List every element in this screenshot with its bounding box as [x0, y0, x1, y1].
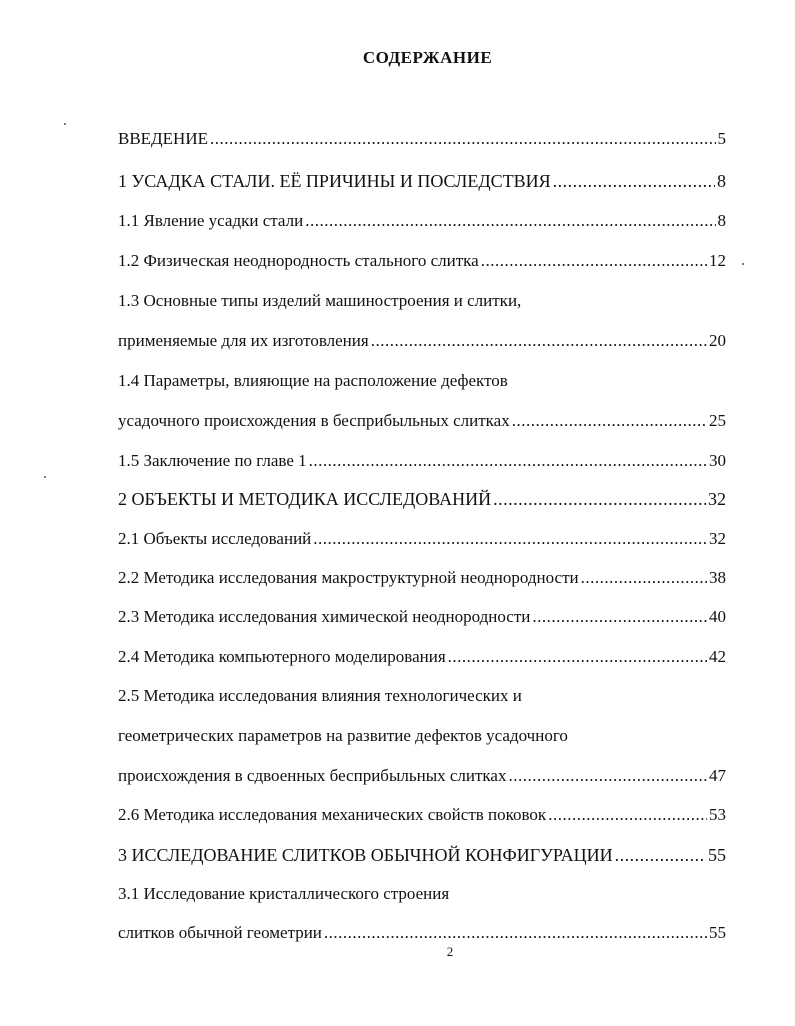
toc-entry	[118, 606, 726, 628]
toc-entry-page: 53	[709, 805, 726, 824]
toc-leader-dots	[313, 528, 707, 550]
toc-entry-page: 5	[717, 129, 726, 148]
page-number: 2	[446, 944, 454, 959]
toc-entry-label: 1.1 Явление усадки стали	[118, 211, 304, 230]
toc-entry-page: 8	[717, 211, 726, 230]
toc-entry	[118, 922, 726, 944]
toc-entry	[118, 290, 726, 312]
toc-entry	[118, 450, 726, 472]
toc-leader-dots	[532, 606, 707, 628]
toc-entry	[118, 804, 726, 826]
toc-entry-page: 32	[708, 489, 726, 509]
toc-entry-page: 40	[709, 607, 726, 626]
toc-entry-label: 1.2 Физическая неоднородность стального слитка	[118, 251, 479, 270]
toc-entry	[118, 488, 726, 510]
toc-entry	[118, 370, 726, 392]
toc-leader-dots	[553, 170, 715, 192]
toc-entry	[118, 210, 726, 232]
scan-speck	[64, 123, 66, 125]
toc-entry-page: 38	[709, 568, 726, 587]
toc-entry-label: 3.1 Исследование кристаллического строения	[118, 884, 450, 903]
toc-entry-label: геометрических параметров на развитие дефектов усадочного	[118, 726, 568, 745]
toc-entry-label: слитков обычной геометрии	[118, 923, 322, 942]
toc-entry-label: ВВЕДЕНИЕ	[118, 129, 208, 148]
toc-entry-page: 20	[709, 331, 726, 350]
toc-entry	[118, 410, 726, 432]
toc-entry-page: 30	[709, 451, 726, 470]
toc-entry	[118, 170, 726, 192]
toc-entry-label: 2.2 Методика исследования макроструктурной неоднородности	[118, 568, 579, 587]
toc-leader-dots	[305, 210, 715, 232]
toc-entry	[118, 765, 726, 787]
toc-entry	[118, 330, 726, 352]
toc-leader-dots	[508, 765, 707, 787]
toc-entry-page: 42	[709, 647, 726, 666]
toc-entry-page: 25	[709, 411, 726, 430]
toc-leader-dots	[371, 330, 707, 352]
toc-entry-page: 55	[709, 923, 726, 942]
toc-entry-page: 32	[709, 529, 726, 548]
toc-entry-label: 2.3 Методика исследования химической неоднородности	[118, 607, 531, 626]
toc-entry-page: 47	[709, 766, 726, 785]
toc-entry-label: 2.5 Методика исследования влияния технологических и	[118, 686, 522, 705]
toc-entry	[118, 725, 726, 747]
toc-leader-dots	[448, 646, 707, 668]
toc-entry	[118, 528, 726, 550]
toc-entry	[118, 685, 726, 707]
toc-leader-dots	[581, 567, 707, 589]
toc-entry-label: 1.3 Основные типы изделий машиностроения и слитки,	[118, 291, 522, 310]
toc-entry	[118, 128, 726, 150]
toc-entry-label: применяемые для их изготовления	[118, 331, 369, 350]
toc-leader-dots	[493, 488, 706, 510]
toc-entry	[118, 567, 726, 589]
toc-entry-label: 1.5 Заключение по главе 1	[118, 451, 307, 470]
toc-entry-label: усадочного происхождения в бесприбыльных слитках	[118, 411, 510, 430]
toc-entry-label: происхождения в сдвоенных бесприбыльных слитках	[118, 766, 507, 785]
toc-entry	[118, 883, 726, 905]
toc-leader-dots	[548, 804, 707, 826]
toc-entry	[118, 250, 726, 272]
toc-entry-label: 2 ОБЪЕКТЫ И МЕТОДИКА ИССЛЕДОВАНИЙ	[118, 489, 492, 509]
toc-leader-dots	[309, 450, 707, 472]
toc-leader-dots	[615, 844, 706, 866]
toc-entry	[118, 646, 726, 668]
toc-entry-page: 12	[709, 251, 726, 270]
toc-entry-label: 2.6 Методика исследования механических свойств поковок	[118, 805, 547, 824]
toc-entry-label: 2.4 Методика компьютерного моделирования	[118, 647, 446, 666]
toc-entry-label: 1.4 Параметры, влияющие на расположение дефектов	[118, 371, 508, 390]
toc-entry-label: 2.1 Объекты исследований	[118, 529, 312, 548]
scan-speck	[742, 263, 744, 265]
toc-entry-label: 3 ИССЛЕДОВАНИЕ СЛИТКОВ ОБЫЧНОЙ КОНФИГУРАЦИИ	[118, 845, 613, 865]
scan-speck	[44, 476, 46, 478]
toc-entry-page: 55	[708, 845, 726, 865]
page-title: СОДЕРЖАНИЕ	[362, 48, 493, 67]
toc-leader-dots	[324, 922, 707, 944]
toc-leader-dots	[210, 128, 716, 150]
toc-leader-dots	[481, 250, 707, 272]
toc-entry-label: 1 УСАДКА СТАЛИ. ЕЁ ПРИЧИНЫ И ПОСЛЕДСТВИЯ	[118, 171, 551, 191]
toc-leader-dots	[512, 410, 707, 432]
toc-entry	[118, 844, 726, 866]
toc-entry-page: 8	[717, 171, 726, 191]
